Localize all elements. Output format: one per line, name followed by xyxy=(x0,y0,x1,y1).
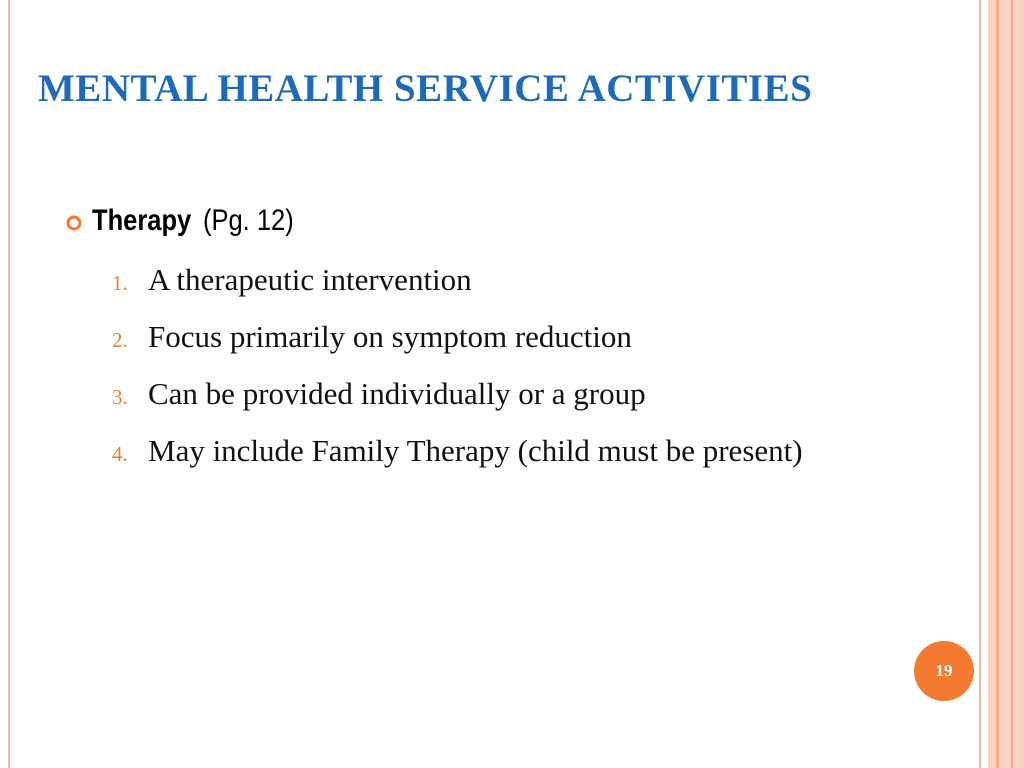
bullet-therapy xyxy=(66,204,309,238)
list-item-text: May include Family Therapy (child must be present) xyxy=(148,433,803,468)
slide-title: MENTAL HEALTH SERVICE ACTIVITIES xyxy=(38,67,813,110)
list-item-text: A therapeutic intervention xyxy=(148,262,472,297)
page-number-badge xyxy=(914,641,974,701)
list-item-number: 3. xyxy=(112,385,128,409)
list-item xyxy=(112,260,872,303)
list-item xyxy=(112,374,872,417)
list-item-number: 4. xyxy=(112,442,128,466)
list-item xyxy=(112,431,872,474)
right-border-line-outer xyxy=(1011,0,1013,768)
right-border-line xyxy=(979,0,981,768)
right-border-line-inner xyxy=(996,0,999,768)
orange-ring-bullet-icon xyxy=(66,215,82,231)
right-border-band xyxy=(988,0,1024,768)
list-item xyxy=(112,317,872,360)
bullet-bold-text: Therapy xyxy=(92,204,192,237)
numbered-list xyxy=(112,260,872,488)
left-border-line xyxy=(8,0,10,768)
list-item-number: 1. xyxy=(112,271,128,295)
list-item-number: 2. xyxy=(112,328,128,352)
list-item-text: Can be provided individually or a group xyxy=(148,376,646,411)
list-item-text: Focus primarily on symptom reduction xyxy=(148,319,632,354)
page-number: 19 xyxy=(935,661,953,680)
bullet-page-reference: (Pg. 12) xyxy=(202,204,294,237)
